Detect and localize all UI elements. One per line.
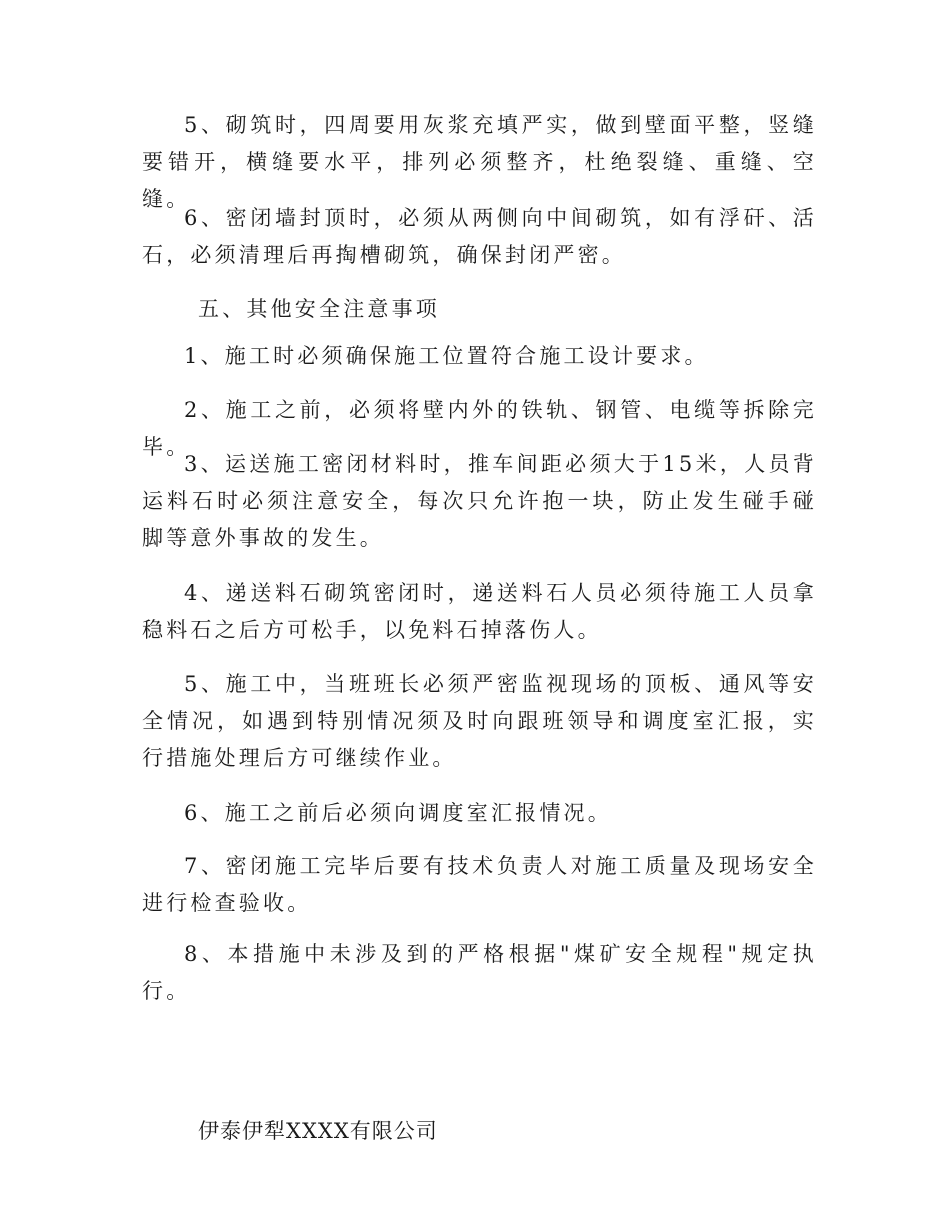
safety-item-2: 2、施工之前，必须将壁内外的铁轨、钢管、电缆等拆除完毕。 bbox=[142, 398, 817, 459]
safety-item-3: 3、运送施工密闭材料时，推车间距必须大于15米，人员背运料石时必须注意安全，每次只允许抱一块，防止发生碰手碰脚等意外事故的发生。 bbox=[142, 452, 817, 550]
safety-item-8: 8、本措施中未涉及到的严格根据"煤矿安全规程"规定执行。 bbox=[142, 942, 817, 1003]
safety-item-5: 5、施工中，当班班长必须严密监视现场的顶板、通风等安全情况，如遇到特别情况须及时向跟班领导和调度室汇报，实行措施处理后方可继续作业。 bbox=[142, 672, 817, 770]
safety-item-1: 1、施工时必须确保施工位置符合施工设计要求。 bbox=[184, 344, 709, 368]
safety-item-4: 4、递送料石砌筑密闭时，递送料石人员必须待施工人员拿稳料石之后方可松手，以免料石掉落伤人。 bbox=[142, 581, 817, 642]
safety-item-7: 7、密闭施工完毕后要有技术负责人对施工质量及现场安全进行检查验收。 bbox=[142, 854, 817, 915]
company-signature: 伊泰伊犁XXXX有限公司 bbox=[198, 1119, 438, 1143]
paragraph-6-wall-sealing: 6、密闭墙封顶时，必须从两侧向中间砌筑，如有浮矸、活石，必须清理后再掏槽砌筑，确保封闭严密。 bbox=[142, 206, 817, 267]
safety-item-6: 6、施工之前后必须向调度室汇报情况。 bbox=[184, 801, 612, 825]
section-heading: 五、其他安全注意事项 bbox=[198, 297, 440, 321]
paragraph-5-masonry: 5、砌筑时，四周要用灰浆充填严实，做到壁面平整，竖缝要错开，横缝要水平，排列必须整齐，杜绝裂缝、重缝、空缝。 bbox=[142, 113, 817, 211]
